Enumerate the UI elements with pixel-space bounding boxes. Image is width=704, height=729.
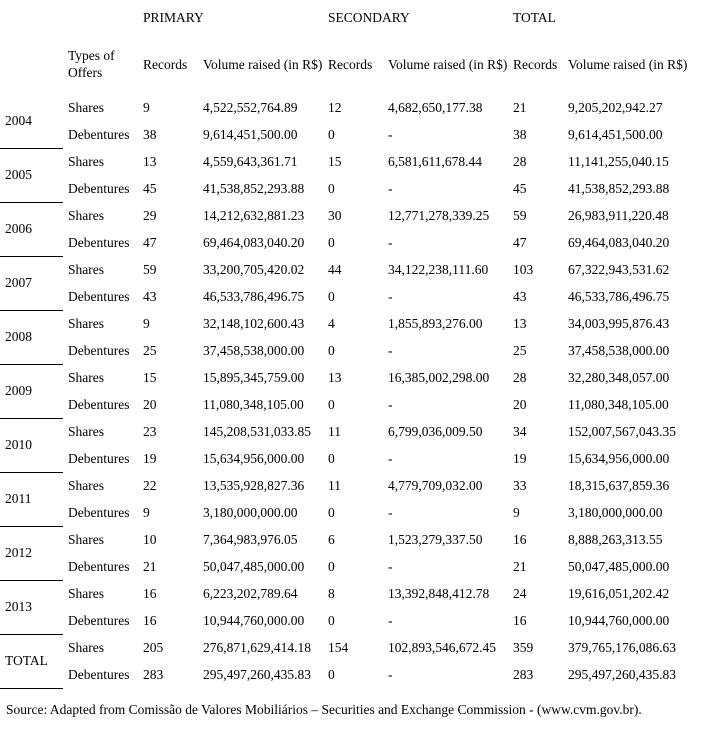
table-row — [0, 553, 704, 580]
cell-offer-type: Debentures — [68, 558, 130, 574]
cell-total-records: 25 — [513, 342, 527, 358]
cell-total-volume: 15,634,956,000.00 — [568, 450, 670, 466]
cell-total-volume: 26,983,911,220.48 — [568, 207, 669, 223]
cell-primary-records: 13 — [143, 153, 157, 169]
cell-secondary-records: 0 — [328, 504, 335, 520]
table-row — [0, 472, 704, 499]
cell-offer-type: Shares — [68, 261, 104, 277]
column-header-row — [0, 36, 704, 94]
cell-primary-volume: 3,180,000,000.00 — [203, 504, 298, 520]
cell-primary-records: 22 — [143, 477, 157, 493]
cell-offer-type: Shares — [68, 531, 104, 547]
cell-secondary-records: 0 — [328, 126, 335, 142]
cell-total-records: 28 — [513, 153, 527, 169]
cell-total-records: 43 — [513, 288, 527, 304]
cell-total-volume: 379,765,176,086.63 — [568, 639, 677, 655]
table-body — [0, 94, 704, 688]
cell-offer-type: Shares — [68, 99, 104, 115]
column-header-spacer — [0, 36, 63, 94]
cell-secondary-volume: 4,779,709,032.00 — [388, 477, 483, 493]
cell-primary-records: 23 — [143, 423, 157, 439]
section-header-row — [0, 0, 704, 36]
table-row — [0, 94, 704, 121]
cell-total-records: 38 — [513, 126, 527, 142]
column-header-primary-volume: Volume raised (in R$) — [203, 56, 323, 72]
cell-total-volume: 10,944,760,000.00 — [568, 612, 670, 628]
cell-primary-volume: 7,364,983,976.05 — [203, 531, 298, 547]
table-row — [0, 607, 704, 634]
column-header-total-volume: Volume raised (in R$) — [568, 56, 688, 72]
cell-secondary-volume: - — [388, 288, 393, 304]
section-header-spacer — [0, 0, 138, 36]
cell-secondary-records: 0 — [328, 180, 335, 196]
cell-total-records: 47 — [513, 234, 527, 250]
section-header-total: TOTAL — [513, 10, 556, 25]
year-label: 2009 — [0, 364, 63, 418]
cell-secondary-volume: 34,122,238,111.60 — [388, 261, 489, 277]
cell-secondary-records: 0 — [328, 288, 335, 304]
cell-offer-type: Debentures — [68, 666, 130, 682]
cell-primary-volume: 4,522,552,764.89 — [203, 99, 298, 115]
cell-secondary-volume: 102,893,546,672.45 — [388, 639, 496, 655]
cell-secondary-volume: - — [388, 666, 393, 682]
column-header-total-records: Records — [513, 56, 558, 72]
year-label: 2013 — [0, 580, 63, 634]
column-header-secondary-records: Records — [328, 56, 373, 72]
cell-offer-type: Debentures — [68, 396, 130, 412]
cell-primary-records: 47 — [143, 234, 157, 250]
cell-secondary-records: 11 — [328, 477, 341, 493]
cell-secondary-volume: - — [388, 396, 393, 412]
table-row — [0, 337, 704, 364]
cell-total-records: 21 — [513, 99, 527, 115]
cell-total-volume: 11,141,255,040.15 — [568, 153, 669, 169]
cell-primary-volume: 69,464,083,040.20 — [203, 234, 305, 250]
table-row — [0, 121, 704, 148]
cell-secondary-volume: 13,392,848,412.78 — [388, 585, 490, 601]
column-header-secondary-volume: Volume raised (in R$) — [388, 56, 508, 72]
cell-primary-records: 16 — [143, 585, 157, 601]
section-header-primary: PRIMARY — [143, 10, 204, 25]
cell-secondary-records: 0 — [328, 396, 335, 412]
cell-secondary-volume: - — [388, 558, 393, 574]
cell-primary-records: 59 — [143, 261, 157, 277]
cell-total-volume: 11,080,348,105.00 — [568, 396, 669, 412]
cell-secondary-volume: 1,523,279,337.50 — [388, 531, 483, 547]
cell-total-volume: 9,614,451,500.00 — [568, 126, 663, 142]
table-row — [0, 661, 704, 688]
cell-total-records: 24 — [513, 585, 527, 601]
cell-primary-records: 19 — [143, 450, 157, 466]
cell-secondary-volume: - — [388, 180, 393, 196]
cell-total-records: 283 — [513, 666, 534, 682]
cell-primary-records: 15 — [143, 369, 157, 385]
table-row — [0, 229, 704, 256]
cell-offer-type: Debentures — [68, 234, 130, 250]
section-header-secondary: SECONDARY — [328, 10, 410, 25]
cell-primary-volume: 33,200,705,420.02 — [203, 261, 305, 277]
cell-primary-volume: 15,895,345,759.00 — [203, 369, 305, 385]
cell-offer-type: Debentures — [68, 288, 130, 304]
cell-total-records: 34 — [513, 423, 527, 439]
cell-secondary-volume: 4,682,650,177.38 — [388, 99, 483, 115]
cell-primary-volume: 41,538,852,293.88 — [203, 180, 305, 196]
cell-total-records: 28 — [513, 369, 527, 385]
cell-primary-records: 38 — [143, 126, 157, 142]
year-label: 2012 — [0, 526, 63, 580]
table-row — [0, 256, 704, 283]
cell-primary-records: 9 — [143, 504, 150, 520]
cell-secondary-records: 0 — [328, 342, 335, 358]
cell-primary-volume: 10,944,760,000.00 — [203, 612, 305, 628]
cell-secondary-volume: - — [388, 126, 393, 142]
cell-primary-volume: 6,223,202,789.64 — [203, 585, 298, 601]
cell-primary-volume: 145,208,531,033.85 — [203, 423, 311, 439]
cell-secondary-volume: 6,799,036,009.50 — [388, 423, 483, 439]
cell-primary-records: 10 — [143, 531, 157, 547]
cell-secondary-records: 15 — [328, 153, 342, 169]
cell-primary-volume: 9,614,451,500.00 — [203, 126, 298, 142]
year-label: 2008 — [0, 310, 63, 364]
cell-total-volume: 8,888,263,313.55 — [568, 531, 663, 547]
cell-total-volume: 69,464,083,040.20 — [568, 234, 670, 250]
cell-secondary-records: 13 — [328, 369, 342, 385]
cell-secondary-volume: - — [388, 504, 393, 520]
cell-secondary-volume: - — [388, 612, 393, 628]
cell-primary-volume: 4,559,643,361.71 — [203, 153, 298, 169]
cell-offer-type: Shares — [68, 639, 104, 655]
table-row — [0, 175, 704, 202]
table-row — [0, 526, 704, 553]
year-label: 2007 — [0, 256, 63, 310]
cell-offer-type: Debentures — [68, 126, 130, 142]
table-row — [0, 310, 704, 337]
cell-primary-records: 29 — [143, 207, 157, 223]
column-header-primary-records: Records — [143, 56, 188, 72]
cell-primary-records: 25 — [143, 342, 157, 358]
cell-primary-records: 20 — [143, 396, 157, 412]
cell-total-records: 21 — [513, 558, 527, 574]
cell-primary-volume: 32,148,102,600.43 — [203, 315, 305, 331]
cell-secondary-records: 12 — [328, 99, 342, 115]
cell-secondary-volume: 12,771,278,339.25 — [388, 207, 490, 223]
cell-secondary-records: 0 — [328, 234, 335, 250]
table-row — [0, 202, 704, 229]
cell-total-records: 9 — [513, 504, 520, 520]
cell-primary-records: 21 — [143, 558, 157, 574]
cell-secondary-volume: - — [388, 450, 393, 466]
table-row — [0, 580, 704, 607]
cell-secondary-volume: - — [388, 234, 393, 250]
cell-offer-type: Debentures — [68, 504, 130, 520]
cell-primary-records: 9 — [143, 315, 150, 331]
table-row — [0, 499, 704, 526]
cell-secondary-volume: - — [388, 342, 393, 358]
cell-offer-type: Debentures — [68, 450, 130, 466]
cell-offer-type: Debentures — [68, 612, 130, 628]
cell-primary-volume: 46,533,786,496.75 — [203, 288, 305, 304]
cell-secondary-records: 0 — [328, 612, 335, 628]
cell-total-volume: 9,205,202,942.27 — [568, 99, 663, 115]
cell-offer-type: Shares — [68, 315, 104, 331]
cell-secondary-records: 6 — [328, 531, 335, 547]
cell-total-volume: 32,280,348,057.00 — [568, 369, 670, 385]
cell-secondary-volume: 16,385,002,298.00 — [388, 369, 490, 385]
cell-secondary-records: 0 — [328, 666, 335, 682]
cell-secondary-records: 0 — [328, 450, 335, 466]
table-row — [0, 418, 704, 445]
cell-offer-type: Shares — [68, 585, 104, 601]
cell-secondary-volume: 6,581,611,678.44 — [388, 153, 482, 169]
cell-total-volume: 46,533,786,496.75 — [568, 288, 670, 304]
column-header-offer-type: Types of Offers — [68, 48, 115, 80]
table-row — [0, 391, 704, 418]
cell-primary-records: 9 — [143, 99, 150, 115]
cell-primary-records: 43 — [143, 288, 157, 304]
cell-secondary-records: 8 — [328, 585, 335, 601]
cell-secondary-records: 0 — [328, 558, 335, 574]
cell-total-records: 20 — [513, 396, 527, 412]
cell-secondary-records: 30 — [328, 207, 342, 223]
year-label: TOTAL — [0, 634, 63, 688]
cell-total-records: 16 — [513, 531, 527, 547]
year-label: 2006 — [0, 202, 63, 256]
year-label: 2005 — [0, 148, 63, 202]
cell-primary-volume: 13,535,928,827.36 — [203, 477, 305, 493]
cell-primary-volume: 50,047,485,000.00 — [203, 558, 305, 574]
cell-primary-volume: 14,212,632,881.23 — [203, 207, 305, 223]
cell-secondary-volume: 1,855,893,276.00 — [388, 315, 483, 331]
cell-total-volume: 18,315,637,859.36 — [568, 477, 670, 493]
table-row — [0, 283, 704, 310]
year-label: 2004 — [0, 94, 63, 148]
cell-primary-records: 45 — [143, 180, 157, 196]
table-row — [0, 634, 704, 661]
cell-secondary-records: 11 — [328, 423, 341, 439]
cell-total-records: 19 — [513, 450, 527, 466]
cell-total-volume: 152,007,567,043.35 — [568, 423, 677, 439]
cell-primary-volume: 276,871,629,414.18 — [203, 639, 311, 655]
cell-total-records: 359 — [513, 639, 534, 655]
cell-secondary-records: 44 — [328, 261, 342, 277]
cell-total-records: 59 — [513, 207, 527, 223]
cell-offer-type: Shares — [68, 423, 104, 439]
cell-offer-type: Shares — [68, 369, 104, 385]
cell-total-volume: 19,616,051,202.42 — [568, 585, 670, 601]
year-label: 2011 — [0, 472, 63, 526]
cell-total-records: 103 — [513, 261, 534, 277]
table-row — [0, 364, 704, 391]
table-row — [0, 445, 704, 472]
cell-total-volume: 50,047,485,000.00 — [568, 558, 670, 574]
cell-offer-type: Debentures — [68, 180, 130, 196]
cell-offer-type: Shares — [68, 153, 104, 169]
table-row — [0, 148, 704, 175]
year-label: 2010 — [0, 418, 63, 472]
cell-secondary-records: 4 — [328, 315, 335, 331]
cell-primary-volume: 15,634,956,000.00 — [203, 450, 305, 466]
cell-secondary-records: 154 — [328, 639, 349, 655]
cell-primary-records: 283 — [143, 666, 164, 682]
cell-total-records: 45 — [513, 180, 527, 196]
cell-primary-volume: 295,497,260,435.83 — [203, 666, 311, 682]
cell-offer-type: Shares — [68, 207, 104, 223]
cell-offer-type: Debentures — [68, 342, 130, 358]
cell-total-volume: 34,003,995,876.43 — [568, 315, 670, 331]
cell-total-volume: 37,458,538,000.00 — [568, 342, 670, 358]
cell-total-records: 33 — [513, 477, 527, 493]
cell-total-volume: 41,538,852,293.88 — [568, 180, 670, 196]
cell-primary-records: 16 — [143, 612, 157, 628]
cell-primary-volume: 11,080,348,105.00 — [203, 396, 304, 412]
source-note: Source: Adapted from Comissão de Valores Mobiliários – Securities and Exchange Commission - (www.cvm.gov.br). — [6, 701, 642, 717]
cell-offer-type: Shares — [68, 477, 104, 493]
cell-total-records: 13 — [513, 315, 527, 331]
cell-primary-records: 205 — [143, 639, 164, 655]
cell-primary-volume: 37,458,538,000.00 — [203, 342, 305, 358]
cell-total-volume: 295,497,260,435.83 — [568, 666, 677, 682]
cell-total-volume: 67,322,943,531.62 — [568, 261, 670, 277]
cell-total-volume: 3,180,000,000.00 — [568, 504, 663, 520]
cell-total-records: 16 — [513, 612, 527, 628]
